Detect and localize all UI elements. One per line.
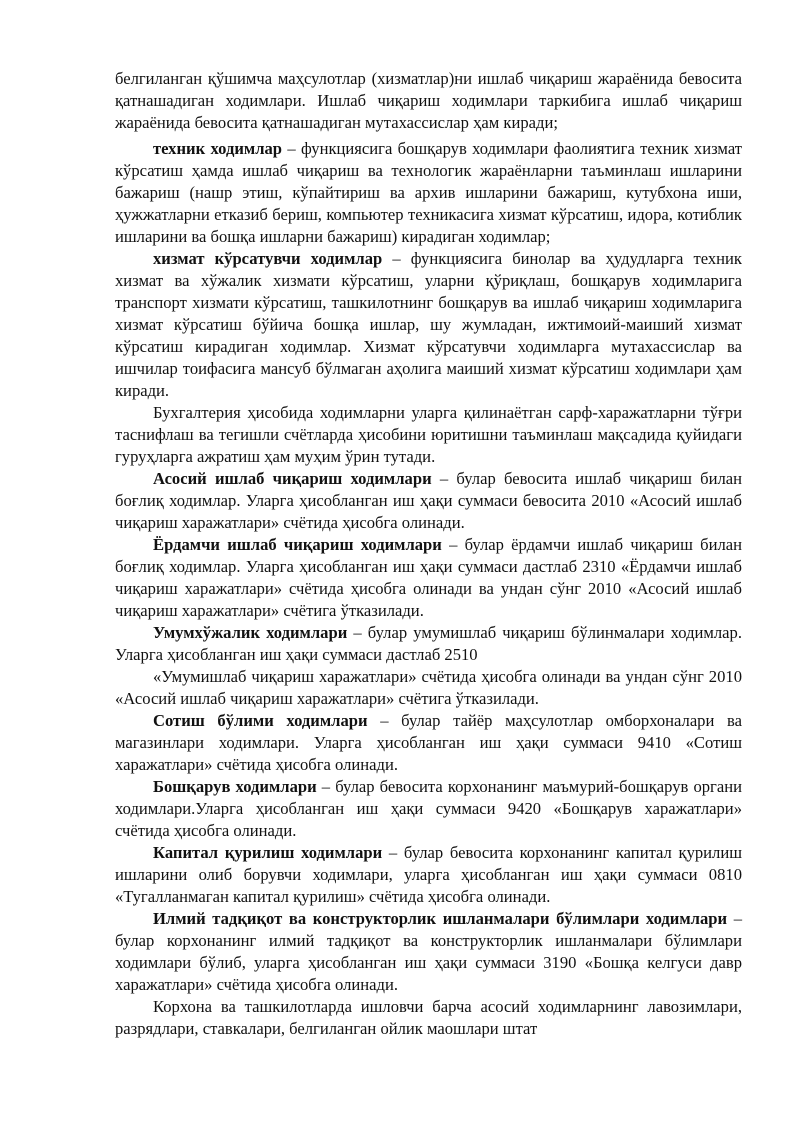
paragraph-text: Корхона ва ташкилотларда ишловчи барча асосий ходимларнинг лавозимлари, разрядлари, ставкалари, белгиланган ойлик маошлари штат: [115, 997, 742, 1038]
term-main-production: Асосий ишлаб чиқариш ходимлари: [153, 469, 432, 488]
term-auxiliary-production: Ёрдамчи ишлаб чиқариш ходимлари: [153, 535, 442, 554]
paragraph-text: Бухгалтерия ҳисобида ходимларни уларга қилинаётган сарф-харажатларни тўғри таснифлаш ва тегишли счётларда ҳисобини юритишни таъминлаш мақсадида қуйидаги гуруҳларга ажратиш ҳам муҳим ўрин тутади.: [115, 403, 742, 466]
paragraph-text: белгиланган қўшимча маҳсулотлар (хизматлар)ни ишлаб чиқариш жараёнида бевосита қатнашадиган ходимлари. Ишлаб чиқариш ходимлари таркибига ишлаб чиқариш жараёнида бевосита қатнашадиган мутахассислар ҳам киради;: [115, 69, 742, 132]
paragraph-accounting: [115, 402, 742, 468]
term-research-staff: Илмий тадқиқот ва конструкторлик ишланмалари бўлимлари ходимлари: [153, 909, 728, 928]
document-page: [115, 68, 742, 1040]
paragraph-technical-staff: [115, 138, 742, 248]
term-service-staff: хизмат кўрсатувчи ходимлар: [153, 249, 383, 268]
paragraph-1: [115, 68, 742, 134]
term-capital-construction: Капитал қурилиш ходимлари: [153, 843, 383, 862]
paragraph-general-staff: [115, 622, 742, 666]
paragraph-text: – булар корхонанинг илмий тадқиқот ва конструкторлик ишланмалари бўлимлари ходимлари бўлиб, уларга ҳисобланган иш ҳақи суммаси 3190 «Бошқа келгуси давр харажатлари» счётида ҳисобга олинади.: [115, 909, 743, 994]
paragraph-general-staff-cont: [115, 666, 742, 710]
paragraph-capital-construction: [115, 842, 742, 908]
paragraph-text: – функциясига бинолар ва ҳудудларга техник хизмат ва хўжалик хизмати кўрсатиш, уларни қўриқлаш, бошқарув ходимларига транспорт хизмати кўрсатиш, ташкилотнинг бошқарув ва ишлаб чиқариш ходимларига хизмат кўрсатиш бўйича бошқа ишлар, шу жумладан, ижтимоий-маиший хизмат кўрсатиш кирадиган ходимлар. Хизмат кўрсатувчи ходимларга мутахассислар ва ишчилар тоифасига мансуб бўлмаган аҳолига маиший хизмат кўрсатиш ходимлари ҳам киради.: [115, 249, 742, 400]
paragraph-text: – булар бевосита корхонанинг маъмурий-бошқарув органи ходимлари.Уларга ҳисобланган иш ҳақи суммаси 9420 «Бошқарув харажатлари» счётида ҳисобга олинади.: [115, 777, 742, 840]
paragraph-research-staff: [115, 908, 742, 996]
paragraph-text: – булар бевосита ишлаб чиқариш билан боғлиқ ходимлар. Уларга ҳисобланган иш ҳақи суммаси бевосита 2010 «Асосий ишлаб чиқариш харажатлари» счётида ҳисобга олинади.: [115, 469, 742, 532]
paragraph-text: – булар умумишлаб чиқариш бўлинмалари ходимлар. Уларга ҳисобланган иш ҳақи суммаси дастлаб 2510: [115, 623, 742, 664]
term-sales-staff: Сотиш бўлими ходимлари: [153, 711, 368, 730]
paragraph-text: – функциясига бошқарув ходимлари фаолиятига техник хизмат кўрсатиш ҳамда ишлаб чиқариш ва технологик жараёнларни таъминлаш ишларини бажариш (нашр этиш, кўпайтириш ва архив ишларини бажариш, кутубхона иши, ҳужжатларни етказиб бериш, компьютер техникасига хизмат кўрсатиш, идора, котиблик ишларини ва бошқа ишларни бажариш) кирадиган ходимлар;: [115, 139, 743, 246]
paragraph-sales-staff: [115, 710, 742, 776]
paragraph-closing: [115, 996, 742, 1040]
paragraph-text: – булар бевосита корхонанинг капитал қурилиш ишларини олиб борувчи ходимлари, уларга ҳисобланган иш ҳақи суммаси 0810 «Тугалланмаган капитал қурилиш» счётида ҳисобга олинади.: [115, 843, 742, 906]
term-technical-staff: техник ходимлар: [153, 139, 283, 158]
paragraph-service-staff: [115, 248, 742, 402]
paragraph-text: «Умумишлаб чиқариш харажатлари» счётида ҳисобга олинади ва ундан сўнг 2010 «Асосий ишлаб чиқариш харажатлари» счётига ўтказилади.: [115, 667, 742, 708]
paragraph-auxiliary-production: [115, 534, 742, 622]
paragraph-main-production: [115, 468, 742, 534]
term-management-staff: Бошқарув ходимлари: [153, 777, 317, 796]
paragraph-management-staff: [115, 776, 742, 842]
paragraph-text: – булар тайёр маҳсулотлар омборхоналари ва магазинлари ходимлари. Уларга ҳисобланган иш ҳақи суммаси 9410 «Сотиш харажатлари» счётида ҳисобга олинади.: [115, 711, 742, 774]
term-general-staff: Умумхўжалик ходимлари: [153, 623, 348, 642]
paragraph-text: – булар ёрдамчи ишлаб чиқариш билан боғлиқ ходимлар. Уларга ҳисобланган иш ҳақи суммаси дастлаб 2310 «Ёрдамчи ишлаб чиқариш харажатлари» счётида ҳисобга олинади ва ундан сўнг 2010 «Асосий ишлаб чиқариш харажатлари» счётига ўтказилади.: [115, 535, 742, 620]
